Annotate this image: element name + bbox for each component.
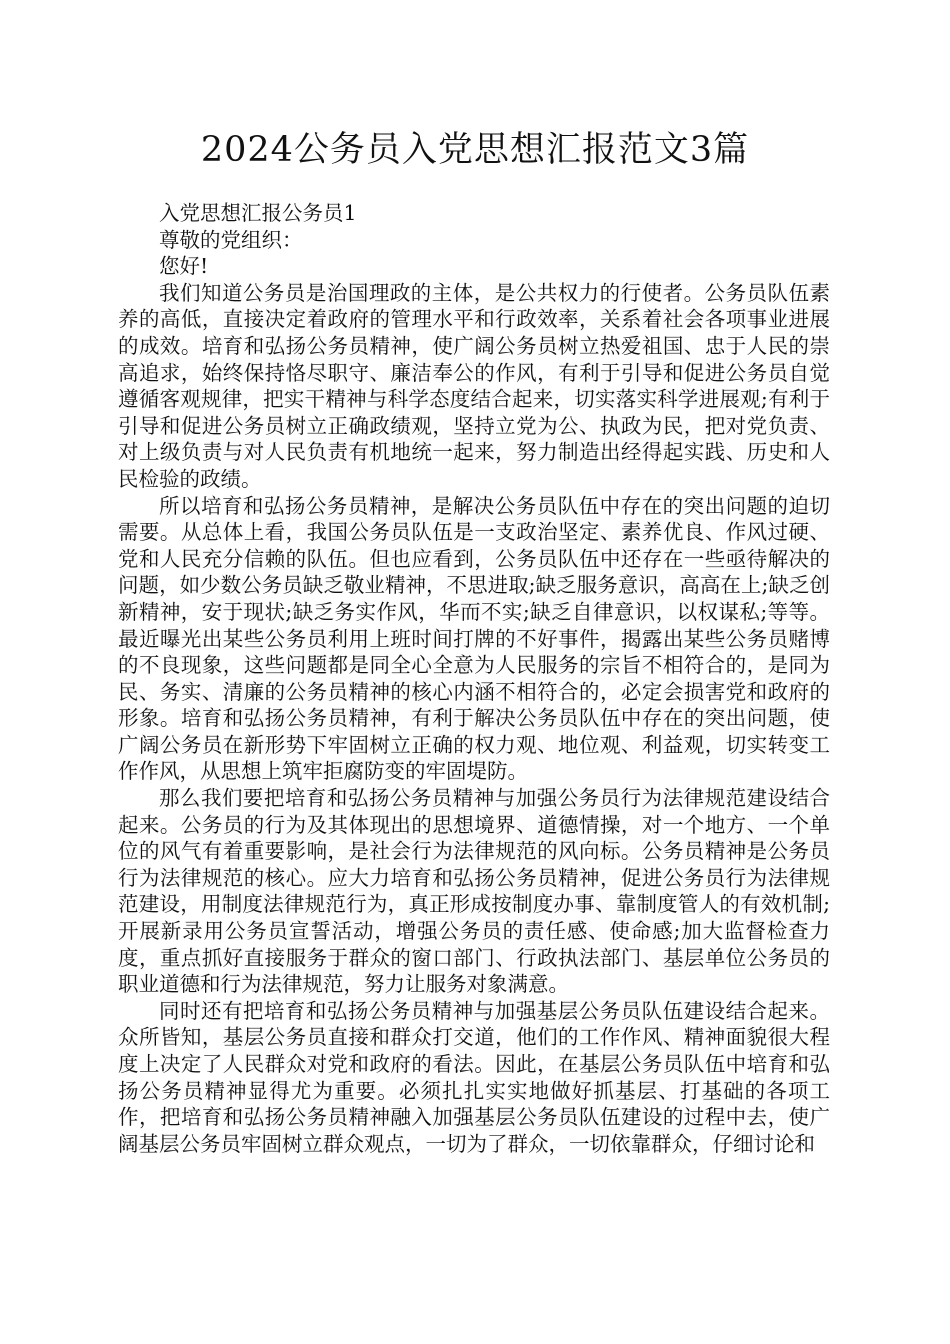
salutation: 尊敬的党组织： xyxy=(159,227,303,252)
greeting: 您好! xyxy=(159,254,209,279)
document-subtitle: 入党思想汇报公务员1 xyxy=(159,201,357,225)
document-body xyxy=(118,200,830,1157)
body-paragraph: 所以培育和弘扬公务员精神，是解决公务员队伍中存在的突出问题的迫切需要。从总体上看，我国公务员队伍是一支政治坚定、素养优良、作风过硬、党和人民充分信赖的队伍。但也应看到，公务员队伍中还存在一些亟待解决的问题，如少数公务员缺乏敬业精神，不思进取;缺乏服务意识，高高在上;缺乏创新精神，安于现状;缺乏务实作风，华而不实;缺乏自律意识，以权谋私;等等。最近曝光出某些公务员利用上班时间打牌的不好事件，揭露出某些公务员赌博的不良现象，这些问题都是同全心全意为人民服务的宗旨不相符合的，是同为民、务实、清廉的公务员精神的核心内涵不相符合的，必定会损害党和政府的形象。培育和弘扬公务员精神，有利于解决公务员队伍中存在的突出问题，使广阔公务员在新形势下牢固树立正确的权力观、地位观、利益观，切实转变工作作风，从思想上筑牢拒腐防变的牢固堤防。 xyxy=(118,493,830,784)
body-paragraph: 那么我们要把培育和弘扬公务员精神与加强公务员行为法律规范建设结合起来。公务员的行为及其体现出的思想境界、道德情操，对一个地方、一个单位的风气有着重要影响，是社会行为法律规范的风向标。公务员精神是公务员行为法律规范的核心。应大力培育和弘扬公务员精神，促进公务员行为法律规范建设，用制度法律规范行为，真正形成按制度办事、靠制度管人的有效机制;开展新录用公务员宣誓活动，增强公务员的责任感、使命感;加大监督检查力度，重点抓好直接服务于群众的窗口部门、行政执法部门、基层单位公务员的职业道德和行为法律规范，努力让服务对象满意。 xyxy=(118,786,830,997)
document-title: 2024公务员入党思想汇报范文3篇 xyxy=(200,130,750,170)
body-paragraph: 我们知道公务员是治国理政的主体，是公共权力的行使者。公务员队伍素养的高低，直接决定着政府的管理水平和行政效率，关系着社会各项事业进展的成效。培育和弘扬公务员精神，使广阔公务员树立热爱祖国、忠于人民的崇高追求，始终保持恪尽职守、廉洁奉公的作风，有利于引导和促进公务员自觉遵循客观规律，把实干精神与科学态度结合起来，切实落实科学进展观;有利于引导和促进公务员树立正确政绩观，坚持立党为公、执政为民，把对党负责、对上级负责与对人民负责有机地统一起来，努力制造出经得起实践、历史和人民检验的政绩。 xyxy=(118,280,830,491)
body-paragraph: 同时还有把培育和弘扬公务员精神与加强基层公务员队伍建设结合起来。众所皆知，基层公务员直接和群众打交道，他们的工作作风、精神面貌很大程度上决定了人民群众对党和政府的看法。因此，在基层公务员队伍中培育和弘扬公务员精神显得尤为重要。必须扎扎实实地做好抓基层、打基础的各项工作，把培育和弘扬公务员精神融入加强基层公务员队伍建设的过程中去，使广阔基层公务员牢固树立群众观点，一切为了群众，一切依靠群众，仔细讨论和 xyxy=(118,998,830,1156)
